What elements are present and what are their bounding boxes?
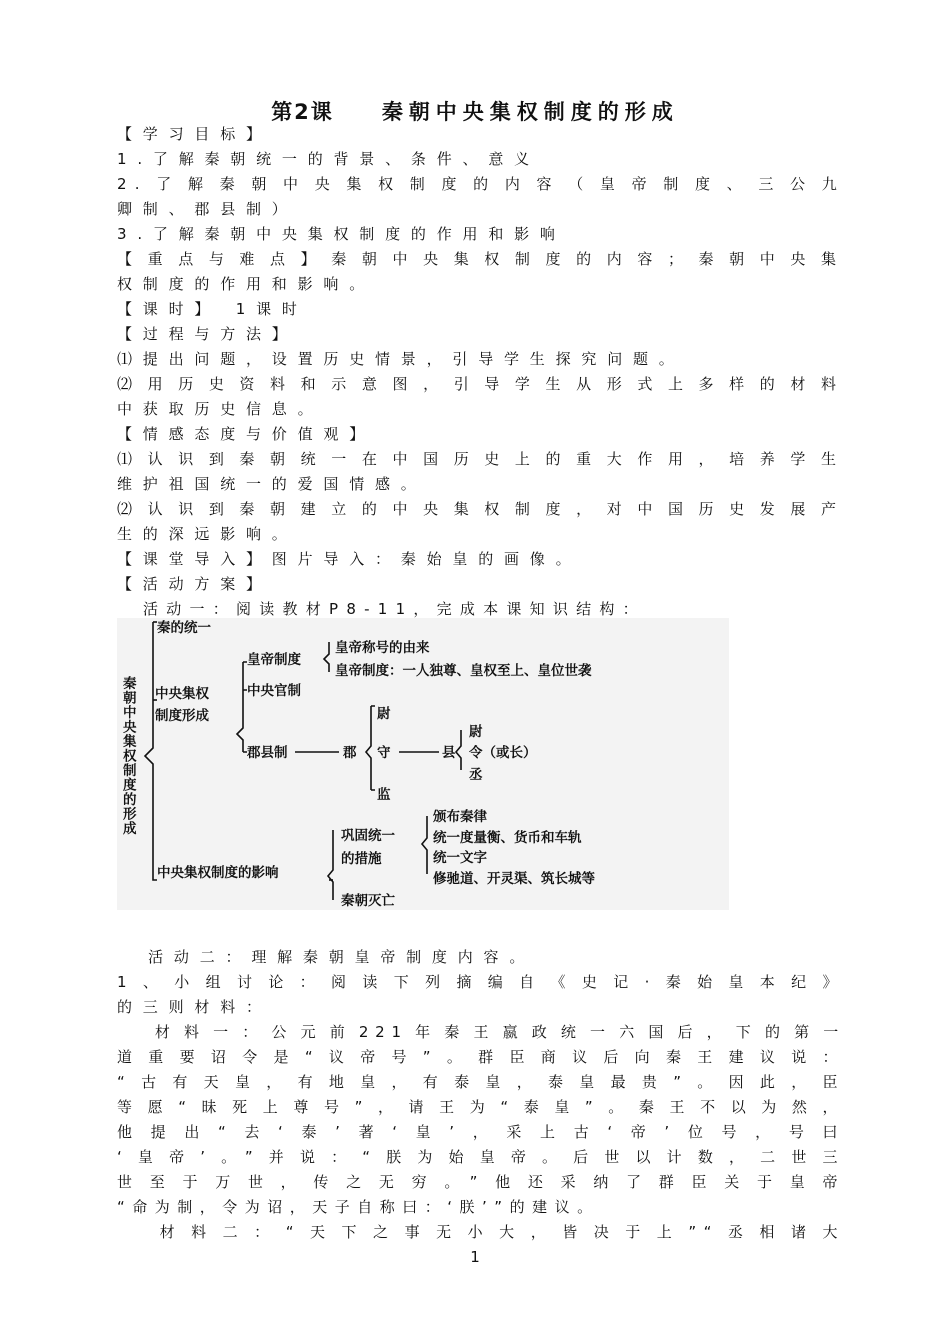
root-char: 形 (123, 806, 137, 823)
section-heading-values: 【情感态度与价值观】 (117, 425, 376, 443)
node-emperor-item-2: 皇帝制度：一人独尊、皇权至上、皇位世袭 (335, 663, 592, 679)
method-1: ⑴提出问题，设置历史情景，引导学生探究问题。 (117, 350, 685, 368)
material-1-line-2: 道重要诏令是“议帝号”。群臣商议后向秦王建议说： (117, 1048, 845, 1066)
material-1-line-6: ‘皇帝’。”并说：“朕为始皇帝。后世以计数，二世三 (117, 1148, 845, 1166)
lesson-name: 秦朝中央集权制度的形成 (381, 100, 679, 124)
node-central-officials: 中央官制 (247, 683, 301, 699)
material-1-line-3: “古有天皇，有地皇，有泰皇，泰皇最贵”。因此，臣 (117, 1073, 845, 1091)
material-1-line-4: 等愿“昧死上尊号”，请王为“泰皇”。秦王不以为然， (117, 1098, 845, 1116)
node-influence: 中央集权制度的影响 (157, 865, 279, 881)
value-2: ⑵认识到秦朝建立的中央集权制度，对中国历史发展产 (117, 500, 845, 518)
root-char: 成 (123, 821, 137, 837)
emperor-brace (324, 642, 329, 672)
node-measure-2: 统一度量衡、货币和车轨 (433, 830, 582, 846)
node-measure-3: 统一文字 (433, 850, 487, 866)
node-jun: 郡 (343, 745, 357, 761)
node-fall: 秦朝灭亡 (341, 893, 395, 909)
jun-brace (366, 706, 371, 790)
node-xian: 县 (442, 745, 456, 761)
node-consolidate-1: 巩固统一 (341, 828, 395, 844)
method-2: ⑵用历史资料和示意图，引导学生从形式上多样的材料 (117, 375, 845, 393)
knowledge-structure-diagram (117, 618, 729, 910)
measures-brace (422, 816, 427, 874)
root-char: 的 (123, 792, 137, 808)
root-label (122, 675, 137, 837)
section-heading-activities: 【活动方案】 (117, 575, 272, 593)
key-points-cont: 权制度的作用和影响。 (117, 275, 376, 293)
root-char: 制 (123, 763, 137, 779)
root-char: 权 (123, 748, 137, 765)
root-char: 朝 (123, 690, 137, 707)
node-emperor-system: 皇帝制度 (247, 652, 301, 668)
formation-brace (237, 662, 243, 752)
node-commandery-county: 郡县制 (247, 745, 288, 761)
node-measure-4: 修驰道、开灵渠、筑长城等 (433, 871, 595, 887)
node-root (122, 675, 137, 837)
root-char: 集 (123, 734, 137, 750)
material-1-line-8: “命为制，令为诏，天子自称曰：‘朕’”的建议。 (117, 1198, 600, 1216)
influence-brace (328, 830, 333, 900)
node-xian-ling: 令（或长） (469, 745, 537, 761)
node-formation-2: 制度形成 (155, 708, 209, 724)
discussion-intro-cont: 的三则材料： (117, 998, 272, 1016)
node-unify: 秦的统一 (157, 620, 211, 636)
page-number: 1 (470, 1248, 480, 1266)
node-emperor-item-1: 皇帝称号的由来 (335, 640, 430, 656)
node-jun-wei: 尉 (377, 706, 391, 722)
value-2-cont: 生的深远影响。 (117, 525, 298, 543)
material-1-line-1: 材料一：公元前221年秦王嬴政统一六国后，下的第一 (117, 1023, 845, 1041)
key-points: 【重点与难点】秦朝中央集权制度的内容；秦朝中央集 (117, 250, 845, 268)
node-consolidate-2: 的措施 (341, 851, 382, 867)
root-brace (145, 622, 157, 880)
section-heading-methods: 【过程与方法】 (117, 325, 298, 343)
method-2-cont: 中获取历史信息。 (117, 400, 324, 418)
node-xian-wei: 尉 (469, 724, 483, 740)
material-1-line-5: 他提出“去‘泰’著‘皇’，采上古‘帝’位号，号曰 (117, 1123, 845, 1141)
material-1-line-7: 世至于万世，传之无穷。”他还采纳了群臣关于皇帝 (117, 1173, 845, 1191)
xian-brace (456, 730, 461, 770)
class-hours: 【课时】 1课时 (117, 300, 308, 318)
class-intro: 【课堂导入】图片导入：秦始皇的画像。 (117, 550, 582, 568)
discussion-intro: 1、小组讨论：阅读下列摘编自《史记·秦始皇本纪》 (117, 973, 845, 991)
section-heading-goals: 【学习目标】 (117, 125, 272, 143)
node-formation-1: 中央集权 (155, 686, 209, 702)
lesson-number: 第2课 (271, 100, 334, 124)
root-char: 中 (123, 705, 137, 721)
node-xian-cheng: 丞 (469, 767, 483, 783)
root-char: 央 (123, 719, 137, 736)
node-jun-jian: 监 (377, 787, 391, 803)
value-1: ⑴认识到秦朝统一在中国历史上的重大作用，培养学生 (117, 450, 845, 468)
node-jun-shou: 守 (377, 745, 391, 761)
root-char: 秦 (123, 676, 137, 692)
goal-2: 2.了解秦朝中央集权制度的内容（皇帝制度、三公九 (117, 175, 845, 193)
value-1-cont: 维护祖国统一的爱国情感。 (117, 475, 427, 493)
activity-2: 活动二：理解秦朝皇帝制度内容。 (117, 948, 536, 966)
root-char: 度 (123, 777, 137, 794)
material-2-line-1: 材料二：“天下之事无小大，皆决于上”“丞相诸大 (117, 1223, 845, 1241)
goal-2-cont: 卿制、郡县制） (117, 200, 298, 218)
goal-3: 3.了解秦朝中央集权制度的作用和影响 (117, 225, 566, 243)
node-measure-1: 颁布秦律 (433, 809, 487, 825)
diagram-svg (117, 618, 729, 910)
activity-1: 活动一：阅读教材P8-11，完成本课知识结构： (117, 600, 646, 618)
goal-1: 1.了解秦朝统一的背景、条件、意义 (117, 150, 540, 168)
